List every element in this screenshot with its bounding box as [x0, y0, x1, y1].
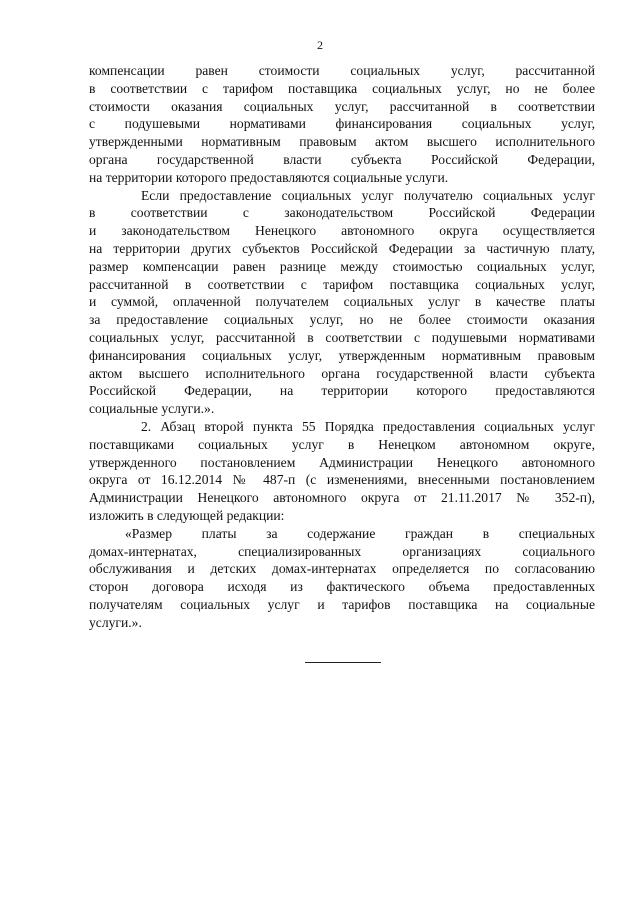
document-body: [89, 62, 595, 632]
text-line: и суммой, оплаченной получателем социальных услуг в качестве платы: [89, 294, 595, 310]
text-line: рассчитанной в соответствии с тарифом поставщика социальных услуг,: [89, 276, 595, 292]
end-divider-line: [305, 662, 381, 663]
paragraph-amendment-item-2: [89, 418, 595, 525]
text-line: Администрации Ненецкого автономного округа от 21.11.2017 № 352-п),: [89, 490, 595, 506]
text-line: домах-интернатах, специализированных организациях социального: [89, 543, 595, 559]
text-line: органа государственной власти субъекта Российской Федерации,: [89, 151, 595, 167]
text-line: на территории других субъектов Российской Федерации за частичную плату,: [89, 240, 595, 256]
text-line: размер компенсации равен разнице между стоимостью социальных услуг,: [89, 258, 595, 274]
text-line: с подушевыми нормативами финансирования социальных услуг,: [89, 116, 595, 132]
text-line: получателям социальных услуг и тарифов поставщика на социальные: [89, 596, 595, 612]
text-line: и законодательством Ненецкого автономного округа осуществляется: [89, 223, 595, 239]
text-line: утвержденными нормативным правовым актом высшего исполнительного: [89, 134, 595, 150]
paragraph-compensation-continued: [89, 62, 595, 187]
text-line: услуги.».: [89, 614, 142, 630]
text-line: финансирования социальных услуг, утвержденным нормативным правовым: [89, 347, 595, 363]
text-line: «Размер платы за содержание граждан в специальных: [125, 525, 595, 541]
text-line: поставщиками социальных услуг в Ненецком автономном округе,: [89, 436, 595, 452]
paragraph-partial-payment: [89, 187, 595, 418]
text-line: актом высшего исполнительного органа государственной власти субъекта: [89, 365, 595, 381]
text-line: на территории которого предоставляются социальные услуги.: [89, 169, 449, 185]
text-line: обслуживания и детских домах-интернатах определяется по согласованию: [89, 561, 595, 577]
text-line: округа от 16.12.2014 № 487-п (с изменениями, внесенными постановлением: [89, 472, 595, 488]
text-line: за предоставление социальных услуг, но не более стоимости оказания: [89, 312, 595, 328]
text-line: Если предоставление социальных услуг получателю социальных услуг: [141, 187, 595, 203]
text-line: компенсации равен стоимости социальных услуг, рассчитанной: [89, 63, 595, 78]
text-line: стоимости оказания социальных услуг, рассчитанной в соответствии: [89, 98, 595, 114]
text-line: Российской Федерации, на территории которого предоставляются: [89, 383, 595, 399]
text-line: изложить в следующей редакции:: [89, 507, 285, 523]
text-line: в соответствии с законодательством Российской Федерации: [89, 205, 595, 221]
text-line: утвержденного постановлением Администрации Ненецкого автономного: [89, 454, 595, 470]
text-line: социальные услуги.».: [89, 401, 215, 417]
text-line: сторон договора исходя из фактического объема предоставленных: [89, 579, 595, 595]
text-line: 2. Абзац второй пункта 55 Порядка предоставления социальных услуг: [141, 418, 595, 434]
text-line: в соответствии с тарифом поставщика социальных услуг, но не более: [89, 80, 595, 96]
text-line: социальных услуг, рассчитанной в соответствии с подушевыми нормативами: [89, 329, 595, 345]
page-number: 2: [317, 38, 323, 52]
paragraph-new-wording: [89, 525, 595, 632]
